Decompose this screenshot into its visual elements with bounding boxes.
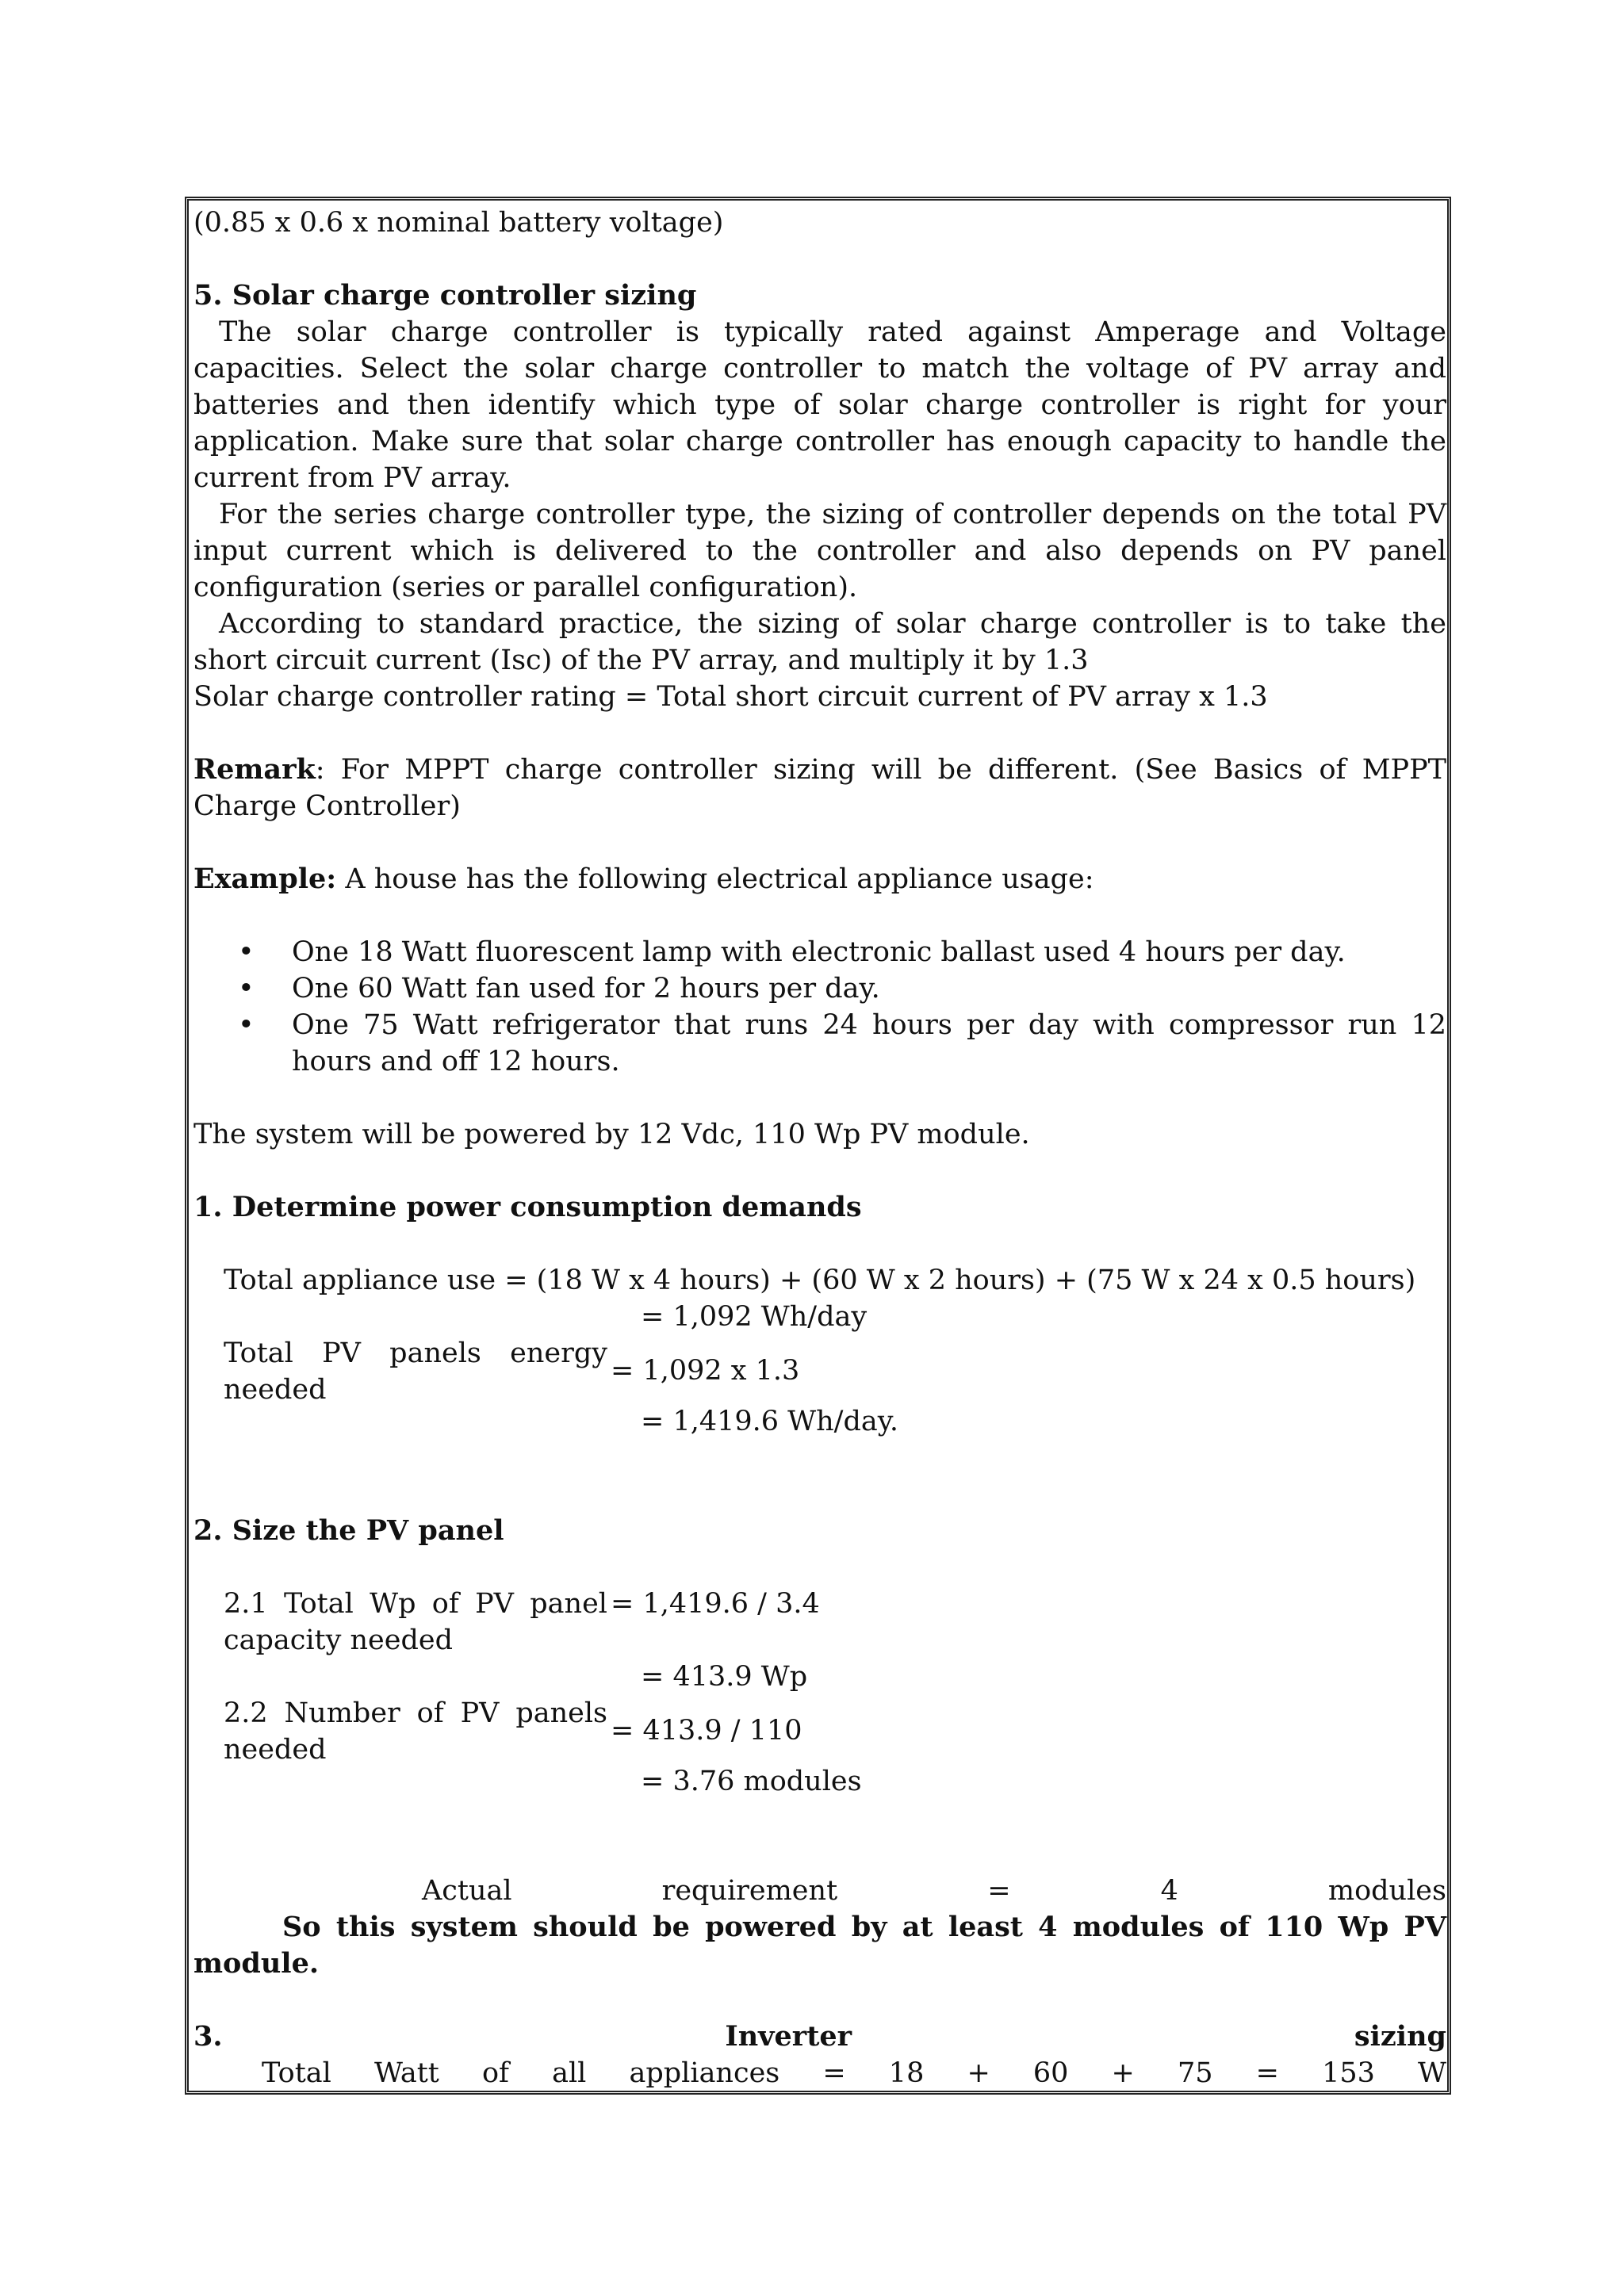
word: 18 <box>888 2057 925 2089</box>
step-3-heading <box>193 2019 1446 2055</box>
total-appliance-use: Total appliance use = (18 W x 4 hours) + (60 W x 2 hours) + (75 W x 24 x 0.5 hours) <box>224 1265 1416 1296</box>
controller-rating-formula: Solar charge controller rating = Total short circuit current of PV array x 1.3 <box>193 681 1268 713</box>
document-body <box>193 205 1446 2091</box>
step-2-heading: 2. Size the PV panel <box>193 1514 504 1547</box>
word: all <box>552 2057 587 2089</box>
pv-energy-result: = 1,419.6 Wh/day. <box>641 1406 898 1437</box>
word: Total <box>262 2057 331 2089</box>
word: W <box>1418 2057 1446 2089</box>
modules-word: modules <box>1327 1875 1446 1907</box>
word: Watt <box>373 2057 439 2089</box>
example-intro <box>193 861 1446 897</box>
section-5-paragraph-1: The solar charge controller is typically rated against Amperage and Voltage capacities. Select the solar charge controller to match the voltage of PV array and batteries and then identify which type of solar charge controller is right for your application. Make sure that solar charge controller has enough capacity to handle the current from PV array. <box>193 316 1446 494</box>
wp-capacity-label: 2.1 Total Wp of PV panel capacity needed <box>224 1588 607 1656</box>
remark-paragraph <box>193 752 1446 825</box>
step-3-title-b: sizing <box>1354 2020 1446 2053</box>
word: = <box>1255 2057 1279 2089</box>
requirement-word: requirement <box>661 1875 838 1907</box>
list-item: • One 60 Watt fan used for 2 hours per day. <box>292 970 1446 1007</box>
step-3-number: 3. <box>193 2020 223 2053</box>
word: 60 <box>1032 2057 1069 2089</box>
total-watt-line <box>193 2055 1446 2091</box>
word: appliances <box>629 2057 780 2089</box>
step-1-calculation <box>193 1262 1446 1440</box>
word: + <box>967 2057 990 2089</box>
module-count: 4 <box>1160 1875 1178 1907</box>
equals-sign: = <box>987 1875 1011 1907</box>
actual-word: Actual <box>422 1875 512 1907</box>
system-description: The system will be powered by 12 Vdc, 110 Wp PV module. <box>193 1119 1030 1150</box>
step-2-calculation <box>193 1586 1446 1800</box>
pv-energy-value: = 1,092 x 1.3 <box>611 1355 800 1387</box>
wp-capacity-result: = 413.9 Wp <box>641 1661 808 1693</box>
list-item: • One 75 Watt refrigerator that runs 24 hours per day with compressor run 12 hours and off 12 hours. <box>292 1007 1446 1080</box>
panel-count-result: = 3.76 modules <box>641 1766 862 1797</box>
actual-requirement <box>193 1873 1446 1909</box>
section-5-paragraph-2: For the series charge controller type, the sizing of controller depends on the total PV input current which is delivered to the controller and also depends on PV panel configuration (series or parallel configuration). <box>193 499 1446 603</box>
pv-energy-label: Total PV panels energy needed <box>224 1337 607 1406</box>
conclusion: So this system should be powered by at least 4 modules of 110 Wp PV module. <box>193 1911 1446 1980</box>
step-1-heading: 1. Determine power consumption demands <box>193 1191 862 1223</box>
example-text: A house has the following electrical appliance usage: <box>336 863 1094 895</box>
list-item: • One 18 Watt fluorescent lamp with electronic ballast used 4 hours per day. <box>292 934 1446 970</box>
appliance-list <box>193 934 1446 1080</box>
formula-continuation: (0.85 x 0.6 x nominal battery voltage) <box>193 207 724 239</box>
section-5-paragraph-3: According to standard practice, the sizing of solar charge controller is to take the short circuit current (Isc) of the PV array, and multiply it by 1.3 <box>193 608 1446 676</box>
word: = <box>822 2057 846 2089</box>
step-3-title-a: Inverter <box>725 2020 852 2053</box>
remark-label: Remark <box>193 753 316 786</box>
word: 75 <box>1177 2057 1213 2089</box>
wp-capacity-value: = 1,419.6 / 3.4 <box>611 1588 820 1620</box>
panel-count-label: 2.2 Number of PV panels needed <box>224 1697 607 1766</box>
word: + <box>1111 2057 1135 2089</box>
panel-count-value: = 413.9 / 110 <box>611 1715 802 1747</box>
section-5-heading: 5. Solar charge controller sizing <box>193 279 697 312</box>
word: 153 <box>1322 2057 1375 2089</box>
word: of <box>481 2057 510 2089</box>
total-appliance-value: = 1,092 Wh/day <box>641 1301 868 1333</box>
remark-text: : For MPPT charge controller sizing will be different. (See Basics of MPPT Charge Controller) <box>193 754 1446 822</box>
example-label: Example: <box>193 863 337 895</box>
